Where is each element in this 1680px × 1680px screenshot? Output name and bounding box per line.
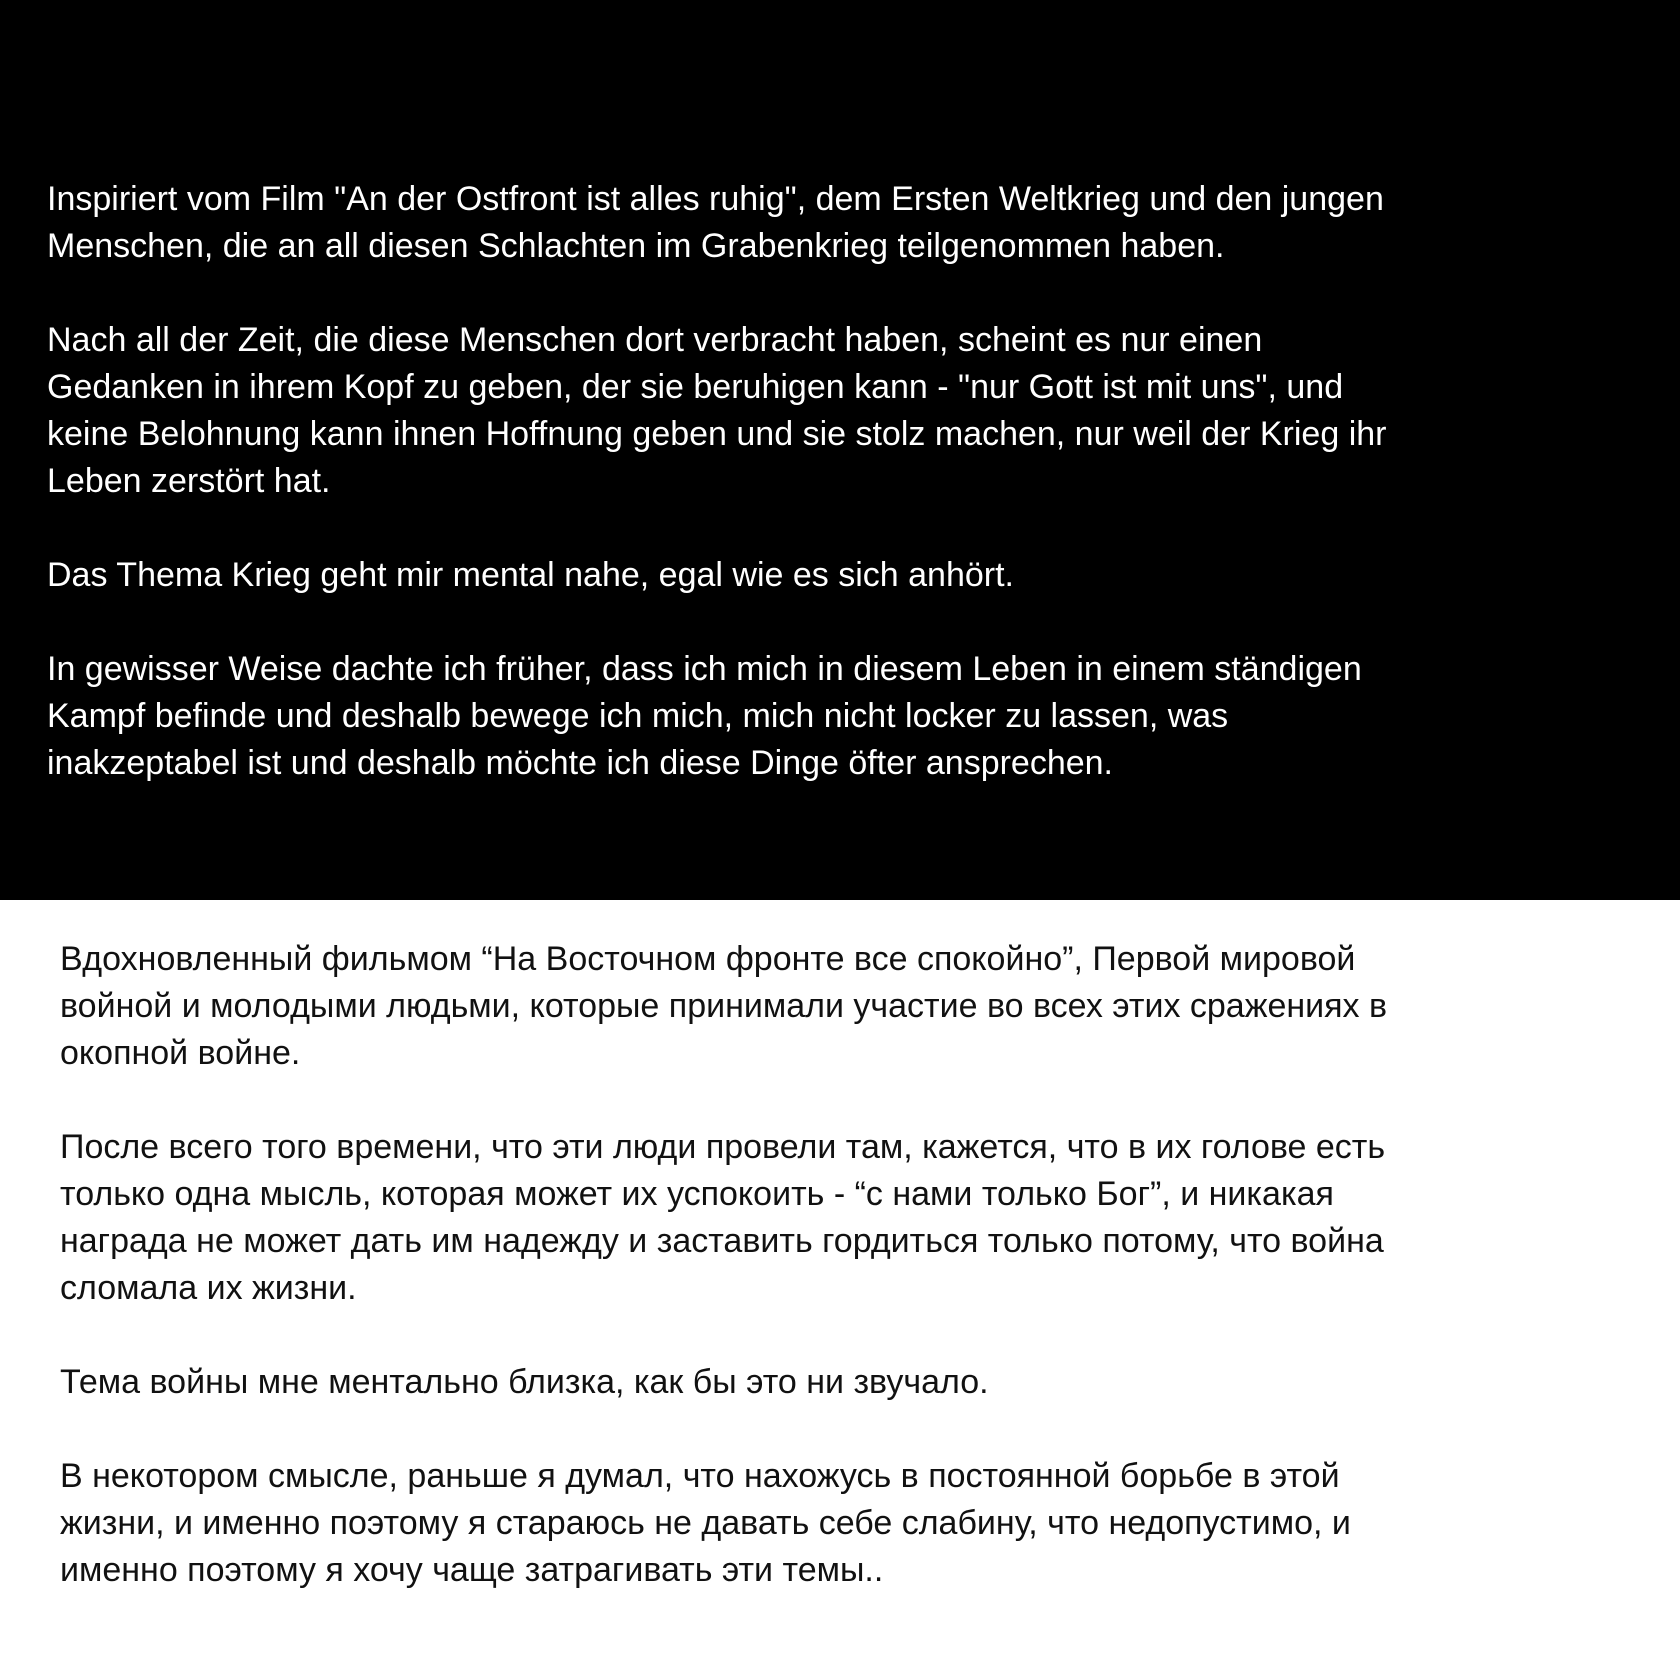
german-paragraph-4: In gewisser Weise dachte ich früher, dass ich mich in diesem Leben in einem ständigen Kampf befinde und deshalb bewege ich mich, mich nicht locker zu lassen, was inakzeptabel ist und deshalb möchte ich diese Dinge öfter ansprechen.	[47, 650, 1362, 782]
russian-paragraph-4: В некотором смысле, раньше я думал, что нахожусь в постоянной борьбе в этой жизни, и именно поэтому я стараюсь не давать себе слабину, что недопустимо, и именно поэтому я хочу чаще затрагивать эти темы..	[60, 1457, 1351, 1589]
russian-paragraph-3: Тема войны мне ментально близка, как бы это ни звучало.	[60, 1363, 989, 1401]
russian-panel	[0, 900, 1680, 1680]
russian-text	[60, 936, 1620, 1594]
german-paragraph-3: Das Thema Krieg geht mir mental nahe, egal wie es sich anhört.	[47, 556, 1014, 594]
russian-paragraph-2: После всего того времени, что эти люди провели там, кажется, что в их голове есть только одна мысль, которая может их успокоить - “с нами только Бог”, и никакая награда не может дать им надежду и заставить гордиться только потому, что война сломала их жизни.	[60, 1128, 1386, 1307]
german-text	[47, 176, 1607, 787]
german-paragraph-1: Inspiriert vom Film "An der Ostfront ist alles ruhig", dem Ersten Weltkrieg und den jungen Menschen, die an all diesen Schlachten im Grabenkrieg teilgenommen haben.	[47, 180, 1384, 265]
russian-paragraph-1: Вдохновленный фильмом “На Восточном фронте все спокойно”, Первой мировой войной и молодыми людьми, которые принимали участие во всех этих сражениях в окопной войне.	[60, 940, 1388, 1072]
german-paragraph-2: Nach all der Zeit, die diese Menschen dort verbracht haben, scheint es nur einen Gedanken in ihrem Kopf zu geben, der sie beruhigen kann - "nur Gott ist mit uns", und keine Belohnung kann ihnen Hoffnung geben und sie stolz machen, nur weil der Krieg ihr Leben zerstört hat.	[47, 321, 1387, 500]
